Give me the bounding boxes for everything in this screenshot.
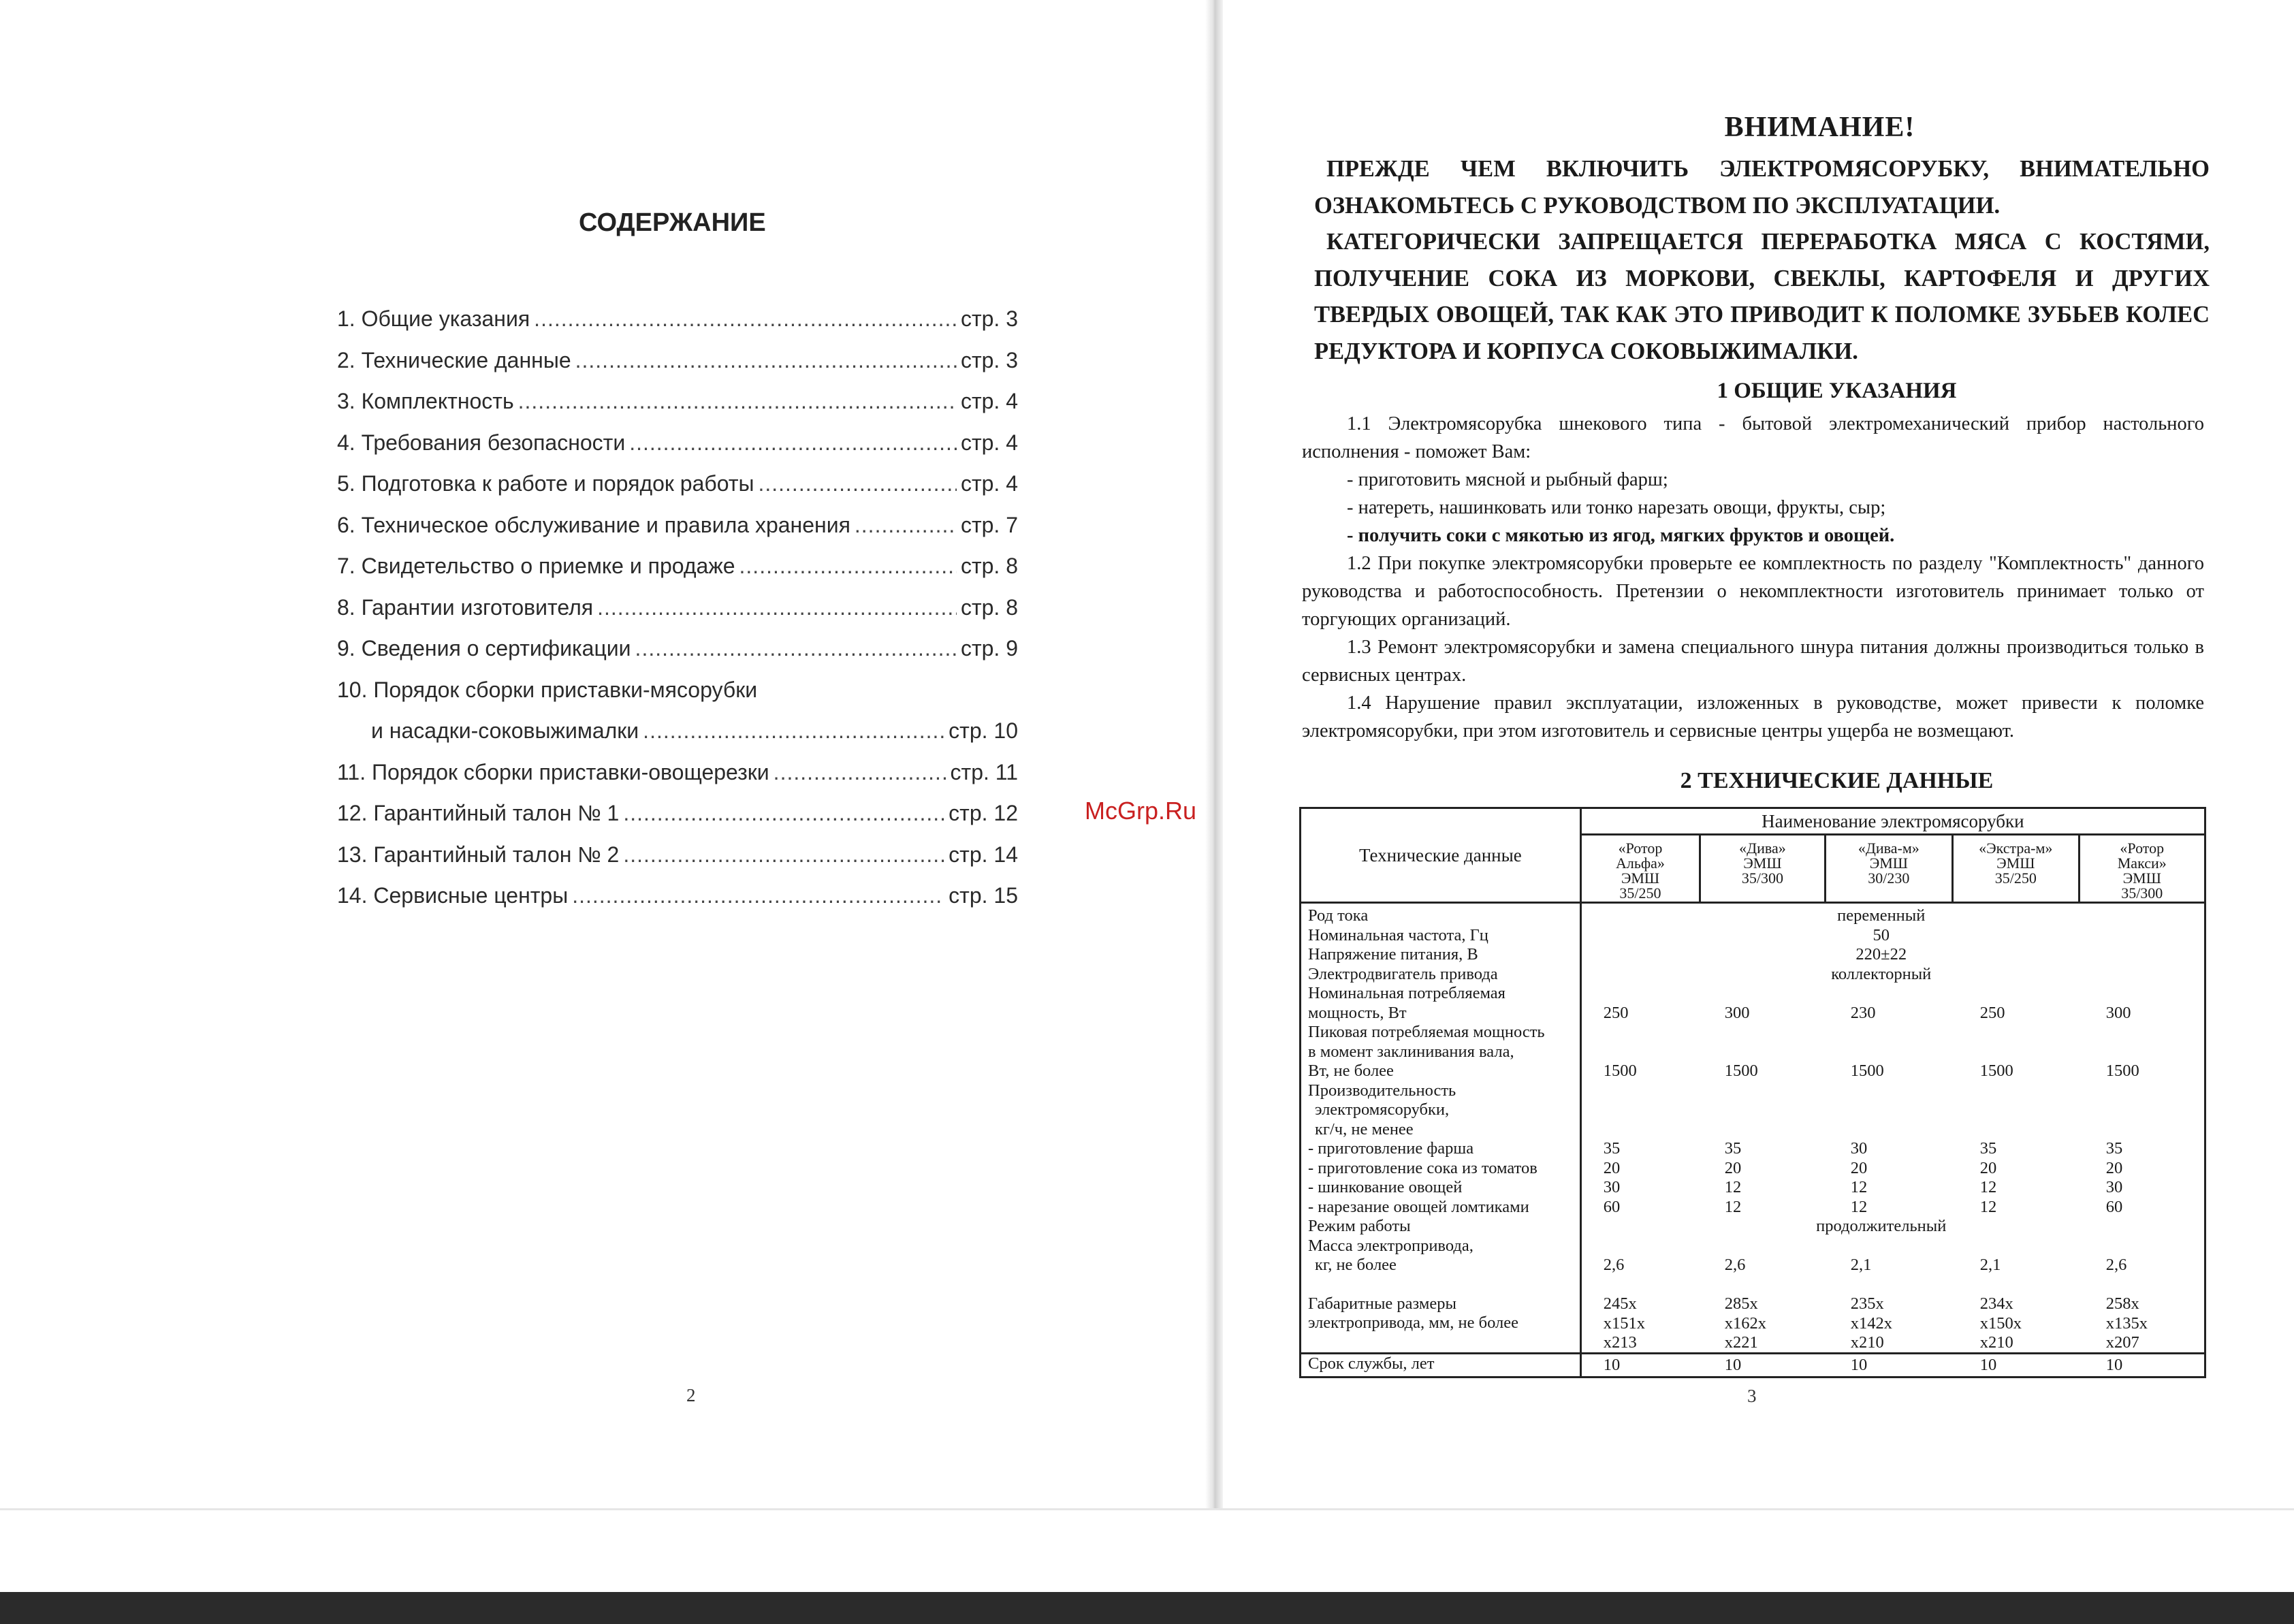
toc-entry-title: 1. Общие указания — [337, 306, 530, 331]
model-header — [1953, 835, 2079, 903]
model-header-line: ЭМШ — [1996, 855, 2035, 872]
scan-bottom-bar — [0, 1592, 2294, 1624]
toc-entry-page: стр. 9 — [960, 636, 1018, 660]
value-dimensions: х135х — [2105, 1313, 2148, 1333]
model-header-line: 35/250 — [1994, 870, 2037, 887]
toc-entry — [337, 883, 1018, 925]
toc-entry — [337, 430, 1018, 472]
toc-entry-title: 6. Техническое обслуживание и правила хранения — [337, 512, 850, 537]
paragraph-1-1: 1.1 Электромясорубка шнекового типа - бытовой электромеханический прибор настольного исполнения - поможет Вам: — [1302, 413, 2204, 462]
watermark: McGrp.Ru — [1085, 797, 1197, 825]
value-shred: 12 — [1979, 1178, 1997, 1196]
value-power: 300 — [2105, 1003, 2131, 1022]
page-number-right: 3 — [1747, 1386, 1757, 1406]
value-mass: 2,1 — [1850, 1256, 1872, 1274]
value-dimensions: 285х — [1724, 1294, 1758, 1313]
toc-entry-page: стр. 8 — [960, 594, 1018, 620]
toc-leader-dots — [518, 389, 957, 414]
value-juice: 20 — [1979, 1158, 1997, 1177]
model-header-line: 30/230 — [1868, 870, 1910, 887]
toc-entry-page: стр. 10 — [949, 718, 1018, 743]
value-juice: 20 — [1724, 1158, 1742, 1177]
value-service-life: 10 — [1850, 1356, 1868, 1374]
toc-entry-page: стр. 3 — [960, 306, 1018, 331]
label-peak-power: Пиковая потребляемая мощность — [1308, 1023, 1545, 1041]
value-dimensions: х162х — [1724, 1313, 1766, 1333]
toc-leader-dots — [623, 801, 944, 826]
toc-entry — [337, 718, 1018, 760]
paragraph-1-2: 1.2 При покупке электромясорубки проверьте ее комплектность по разделу "Комплектность" данного руководства и работоспособность. Претензии о некомплектности изготовитель принимает только от торгующих организаций. — [1302, 553, 2204, 630]
value-voltage: 220±22 — [1855, 945, 1907, 964]
toc-leader-dots — [739, 554, 957, 579]
toc-leader-dots — [572, 883, 944, 908]
label-productivity: кг/ч, не менее — [1315, 1119, 1414, 1139]
value-slice: 12 — [1724, 1197, 1742, 1216]
label-peak-power: в момент заклинивания вала, — [1308, 1042, 1514, 1061]
toc-entry-page: стр. 15 — [949, 883, 1018, 908]
model-header-line: «Ротор — [1618, 840, 1663, 857]
toc-leader-dots — [758, 471, 957, 496]
toc-leader-dots — [643, 718, 944, 744]
value-service-life: 10 — [2105, 1356, 2123, 1374]
value-power: 250 — [1603, 1003, 1629, 1022]
label-mass: кг, не более — [1315, 1256, 1397, 1274]
label-slice: - нарезание овощей ломтиками — [1308, 1197, 1529, 1216]
model-header-line: ЭМШ — [2122, 870, 2161, 887]
model-header-line: «Экстра-м» — [1979, 840, 2053, 857]
model-header — [2079, 835, 2205, 903]
toc-entry-title: 5. Подготовка к работе и порядок работы — [337, 471, 754, 496]
value-dimensions: 245х — [1603, 1294, 1637, 1313]
value-dimensions: 234х — [1979, 1294, 2013, 1313]
toc-entry-title: 8. Гарантии изготовителя — [337, 594, 594, 620]
toc-leader-dots — [575, 348, 957, 373]
section-2-title: 2 ТЕХНИЧЕСКИЕ ДАННЫЕ — [1680, 768, 1994, 793]
model-header-line: 35/300 — [2121, 885, 2163, 902]
toc-entry-title: 13. Гарантийный талон № 2 — [337, 842, 620, 867]
toc-entry — [337, 471, 1018, 513]
value-dimensions: х221 — [1724, 1333, 1758, 1352]
toc-entry — [337, 801, 1018, 842]
value-juice: 20 — [2105, 1158, 2123, 1177]
section-1-title: 1 ОБЩИЕ УКАЗАНИЯ — [1717, 379, 1957, 403]
value-slice: 60 — [1603, 1197, 1621, 1216]
value-dimensions: 235х — [1850, 1294, 1884, 1313]
book-spine — [1205, 0, 1223, 1508]
value-service-life: 10 — [1724, 1356, 1742, 1374]
toc-leader-dots — [774, 760, 946, 785]
warning-paragraph-1: ПРЕЖДЕ ЧЕМ ВКЛЮЧИТЬ ЭЛЕКТРОМЯСОРУБКУ, ВНИМАТЕЛЬНО ОЗНАКОМЬТЕСЬ С РУКОВОДСТВОМ ПО ЭКСПЛУАТАЦИИ. — [1314, 156, 2210, 219]
toc-entry — [337, 554, 1018, 595]
value-mince: 35 — [1724, 1139, 1742, 1158]
left-page — [0, 0, 1205, 1508]
value-dimensions: х151х — [1603, 1313, 1645, 1333]
value-dimensions: х142х — [1850, 1313, 1892, 1333]
toc-entry-title: 2. Технические данные — [337, 347, 571, 372]
value-dimensions: х207 — [2105, 1333, 2139, 1352]
value-shred: 12 — [1724, 1178, 1742, 1196]
model-header-line: 35/300 — [1741, 870, 1783, 887]
value-frequency: 50 — [1873, 925, 1890, 944]
toc-leader-dots — [855, 513, 957, 538]
value-dimensions: х150х — [1979, 1313, 2022, 1333]
value-service-life: 10 — [1979, 1356, 1997, 1374]
label-motor: Электродвигатель привода — [1308, 964, 1498, 983]
value-mass: 2,6 — [2105, 1256, 2127, 1274]
toc-entry — [337, 760, 1018, 801]
toc-entry — [337, 842, 1018, 884]
value-slice: 60 — [2105, 1197, 2123, 1216]
model-header-line: «Дива» — [1739, 840, 1786, 857]
toc-entry-page: стр. 3 — [960, 347, 1018, 372]
value-power: 230 — [1850, 1003, 1876, 1022]
value-mode: продолжительный — [1816, 1217, 1947, 1235]
toc-entry-page: стр. 12 — [949, 801, 1018, 825]
label-shred: - шинкование овощей — [1308, 1178, 1463, 1196]
value-mass: 2,6 — [1724, 1256, 1746, 1274]
model-header-line: ЭМШ — [1621, 870, 1660, 887]
value-slice: 12 — [1979, 1197, 1997, 1216]
label-current: Род тока — [1308, 906, 1369, 925]
label-productivity: электромясорубки, — [1315, 1100, 1450, 1119]
value-peak-power: 1500 — [1850, 1062, 1884, 1080]
label-juice: - приготовление сока из томатов — [1308, 1158, 1538, 1177]
table-of-contents — [337, 306, 1018, 925]
toc-entry — [337, 348, 1018, 389]
value-shred: 30 — [2105, 1178, 2123, 1196]
warning-paragraph-2: КАТЕГОРИЧЕСКИ ЗАПРЕЩАЕТСЯ ПЕРЕРАБОТКА МЯСА С КОСТЯМИ, ПОЛУЧЕНИЕ СОКА ИЗ МОРКОВИ, СВЕКЛЫ, КАРТОФЕЛЯ И ДРУГИХ ТВЕРДЫХ ОВОЩЕЙ, ТАК КАК ЭТО ПРИВОДИТ К ПОЛОМКЕ ЗУБЬЕВ КОЛЕС РЕДУКТОРА И КОРПУСА СОКОВЫЖИМАЛКИ. — [1314, 229, 2210, 364]
value-dimensions: х213 — [1603, 1333, 1637, 1352]
model-header-line: «Ротор — [2120, 840, 2165, 857]
general-instructions — [1302, 410, 2204, 745]
label-productivity: Производительность — [1308, 1081, 1456, 1100]
toc-entry-title: 14. Сервисные центры — [337, 883, 569, 908]
model-header-line: Альфа» — [1616, 855, 1665, 872]
model-header-line: ЭМШ — [1743, 855, 1782, 872]
service-life-cell — [1580, 1354, 2205, 1378]
toc-entry-title: 10. Порядок сборки приставки-мясорубки — [337, 677, 758, 702]
technical-data-table — [1299, 807, 2206, 1378]
toc-leader-dots — [635, 636, 957, 661]
value-mince: 35 — [1603, 1139, 1621, 1158]
value-mass: 2,6 — [1603, 1256, 1625, 1274]
model-header — [1700, 835, 1825, 903]
value-power: 300 — [1724, 1003, 1750, 1022]
toc-entry-title: 3. Комплектность — [337, 389, 514, 413]
toc-entry-page: стр. 4 — [960, 430, 1018, 455]
toc-entry — [337, 389, 1018, 430]
value-peak-power: 1500 — [2105, 1062, 2139, 1080]
label-mode: Режим работы — [1308, 1217, 1411, 1235]
toc-entry-title: 4. Требования безопасности — [337, 430, 626, 455]
label-dimensions: электропривода, мм, не более — [1308, 1313, 1519, 1332]
right-page — [1223, 0, 2294, 1508]
warning-block — [1314, 151, 2210, 370]
table-corner-header: Технические данные — [1301, 808, 1581, 903]
model-header-line: ЭМШ — [1869, 855, 1908, 872]
label-mass: Масса электропривода, — [1308, 1236, 1473, 1255]
label-service-life: Срок службы, лет — [1301, 1354, 1581, 1378]
value-mince: 35 — [2105, 1139, 2123, 1158]
value-service-life: 10 — [1603, 1356, 1621, 1374]
toc-entry-page: стр. 4 — [960, 471, 1018, 496]
value-current: переменный — [1837, 906, 1926, 925]
value-juice: 20 — [1603, 1158, 1621, 1177]
toc-entry-title: и насадки-соковыжималки — [371, 718, 639, 743]
toc-entry-title: 7. Свидетельство о приемке и продаже — [337, 554, 735, 578]
page-bottom-edge — [0, 1508, 2294, 1510]
toc-entry — [337, 678, 1018, 719]
label-frequency: Номинальная частота, Гц — [1308, 925, 1488, 944]
toc-entry-page: стр. 4 — [960, 389, 1018, 413]
model-header-line: 35/250 — [1619, 885, 1661, 902]
value-shred: 30 — [1603, 1178, 1621, 1196]
toc-entry-title: 9. Сведения о сертификации — [337, 636, 631, 660]
value-peak-power: 1500 — [1603, 1062, 1637, 1080]
model-header-line: «Дива-м» — [1858, 840, 1919, 857]
value-slice: 12 — [1850, 1197, 1868, 1216]
value-motor: коллекторный — [1831, 964, 1932, 983]
value-juice: 20 — [1850, 1158, 1868, 1177]
toc-leader-dots — [534, 306, 957, 332]
value-peak-power: 1500 — [1724, 1062, 1758, 1080]
toc-entry-page: стр. 7 — [960, 512, 1018, 537]
toc-entry — [337, 595, 1018, 637]
toc-leader-dots — [623, 842, 944, 867]
list-item: - натереть, нашинковать или тонко нарезать овощи, фрукты, сыр; — [1347, 497, 1886, 518]
model-header-line: Макси» — [2117, 855, 2167, 872]
value-dimensions: х210 — [1850, 1333, 1884, 1352]
value-mince: 30 — [1850, 1139, 1868, 1158]
label-mince: - приготовление фарша — [1308, 1139, 1474, 1158]
toc-entry-page: стр. 8 — [960, 554, 1018, 578]
toc-entry — [337, 636, 1018, 678]
toc-entry-page: стр. 11 — [950, 759, 1018, 784]
paragraph-1-3: 1.3 Ремонт электромясорубки и замена специального шнура питания должны производиться только в сервисных центрах. — [1302, 637, 2204, 686]
toc-entry-title: 12. Гарантийный талон № 1 — [337, 801, 620, 825]
table-group-header: Наименование электромясорубки — [1580, 808, 2205, 835]
spec-labels-cell — [1301, 903, 1581, 1354]
label-power: мощность, Вт — [1308, 1003, 1407, 1022]
toc-entry-title: 11. Порядок сборки приставки-овощерезки — [337, 759, 769, 784]
value-mince: 35 — [1979, 1139, 1997, 1158]
toc-leader-dots — [629, 430, 957, 456]
spec-values-cell — [1580, 903, 2205, 1354]
value-shred: 12 — [1850, 1178, 1868, 1196]
toc-title: СОДЕРЖАНИЕ — [579, 208, 766, 237]
model-header — [1580, 835, 1700, 903]
page-number-left: 2 — [686, 1385, 696, 1405]
label-dimensions: Габаритные размеры — [1308, 1294, 1456, 1313]
toc-entry — [337, 513, 1018, 554]
warning-title: ВНИМАНИЕ! — [1724, 112, 1915, 143]
list-item: - приготовить мясной и рыбный фарш; — [1347, 469, 1668, 490]
value-dimensions: х210 — [1979, 1333, 2013, 1352]
toc-leader-dots — [597, 595, 957, 620]
label-peak-power: Вт, не более — [1308, 1062, 1394, 1080]
label-voltage: Напряжение питания, В — [1308, 945, 1478, 964]
value-mass: 2,1 — [1979, 1256, 2001, 1274]
value-power: 250 — [1979, 1003, 2005, 1022]
toc-entry — [337, 306, 1018, 348]
label-power: Номинальная потребляемая — [1308, 984, 1506, 1002]
model-header — [1825, 835, 1952, 903]
paragraph-1-4: 1.4 Нарушение правил эксплуатации, изложенных в руководстве, может привести к поломке электромясорубки, при этом изготовитель и сервисные центры ущерба не возмещают. — [1302, 692, 2204, 742]
value-peak-power: 1500 — [1979, 1062, 2013, 1080]
value-dimensions: 258х — [2105, 1294, 2139, 1313]
toc-entry-page: стр. 14 — [949, 842, 1018, 867]
list-item: - получить соки с мякотью из ягод, мягких фруктов и овощей. — [1347, 525, 1895, 546]
